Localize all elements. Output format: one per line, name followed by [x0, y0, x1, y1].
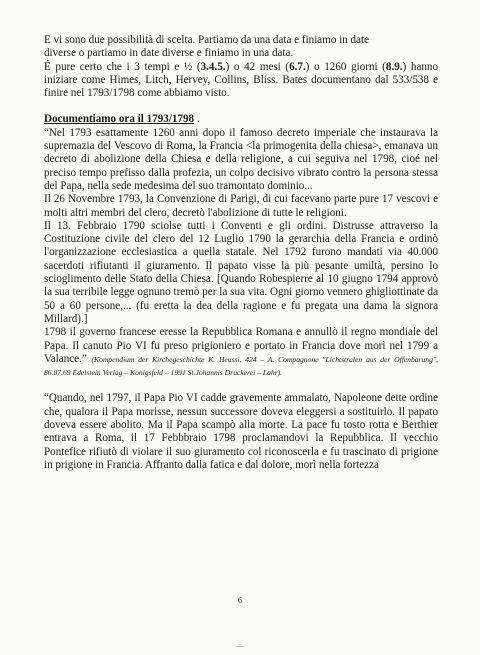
quote-1797: “Quando, nel 1797, il Papa Pio VI cadde gravemente ammalato, Napoleone dette ordine che, qualora il Papa morisse, nessun successore doveva eleggersi a sostituirlo. Il papato doveva essere abolito. Ma il Papa scampò alla morte. La pace fu tosto rotta e Berthier entrava a Roma, il 17 Febbbraio 1798 proclamandovi la Repubblica. Il vecchio Pontefice rifiutò di violare il suo giuramento col riconoscerla e fu trascinato di prigione in prigione in Francia. Affranto dalla fatica e dal dolore, morì nella fortezza [44, 392, 438, 471]
intro-text: ) o 42 mesi ( [225, 60, 290, 73]
heading-suffix: . [194, 113, 200, 126]
spacer [44, 100, 438, 113]
bold-ref: 3.4.5. [200, 60, 226, 73]
source-reference: (Kompendium der Kirchegeschichte K. Heussi, 424 – A. Compagnone "Lichtstralen aus der Offenbarung", 86.87.69 Edelstein Verlag – Konigsfeld – 1991 St.Johannis Druckerei – Lahr). [44, 354, 438, 378]
intro-line-1: E vi sono due possibilità di scelta. Partiamo da una data e finiamo in date [44, 34, 370, 46]
intro-line-2: diverse o partiamo in date diverse e finiamo in una data. [44, 47, 294, 60]
section-heading: Documentiamo ora il 1793/1798 [44, 113, 195, 126]
bold-ref: 8.9. [385, 60, 403, 73]
page-body [44, 34, 438, 472]
intro-text: É pure certo che i 3 tempi e ½ ( [44, 60, 201, 73]
bold-ref: 6.7. [289, 60, 306, 73]
republic-text: 1798 il governo francese eresse la Repubblica Romana e annullò il regno mondiale del Papa. Il canuto Pio VI fu preso prigioniero e portato in Francia dove morì nel 1799 a Valance.” [44, 326, 438, 365]
page-number: 6 [238, 596, 242, 605]
paragraph-1798 [44, 326, 438, 379]
paragraph-feb-1790: Il 13. Febbraio 1790 sciolse tutti i Conventi e gli ordini. Distrusse attraverso la Costituzione civile del clero del 12 Luglio 1790 la gerarchia della Francia e ordinò l'organizzazione ecclesiastica a quella statale. Nel 1792 furono mandati via 40.000 sacerdoti rifiutanti il giuramento. Il papato visse la più pesante umiltà, persino lo scioglimento delle Stato della Chiesa. [Quando Robespierre al 10 giugno 1794 approvò la sua terribile legge ognuno tremò per la sua vita. Ogni giorno vennero ghigliottinate da 50 a 60 persone,... (fu eretta la dea della ragione e fu pregata una dama la signora Millard).] [44, 219, 438, 325]
section-heading-line [44, 113, 438, 126]
paragraph-nov-1793: Il 26 Novembre 1793, la Convenzione di Parigi, di cui facevano parte pure 17 vescovi e molti altri membri del clero, decretò l'abolizione di tutte le religioni. [44, 193, 438, 219]
intro-paragraph [44, 34, 438, 100]
intro-text: ) o 1260 giorni ( [305, 60, 386, 73]
intro-text: ) hanno iniziare come Himes, Litch, Hervey, Collins, Bliss. Bates documentano dal 533/538 e finire nel 1793/1798 come abbiamo visto. [44, 60, 439, 100]
bottom-page-mark [0, 637, 480, 655]
quote-1793: “Nel 1793 esattamente 1260 anni dopo il famoso decreto imperiale che instaurava la supremazia del Vescovo di Roma, la Francia <la primogenita della chiesa>, emanava un decreto di abolizione della Chiesa e della religione, a cui seguiva nel 1798, cioé nel preciso tempo prefisso dalla profezia, un colpo decisivo vibrato contro la persona stessa del Papa, nella sede medesima del suo tramontato dominio... [44, 126, 438, 192]
spacer [44, 379, 438, 392]
